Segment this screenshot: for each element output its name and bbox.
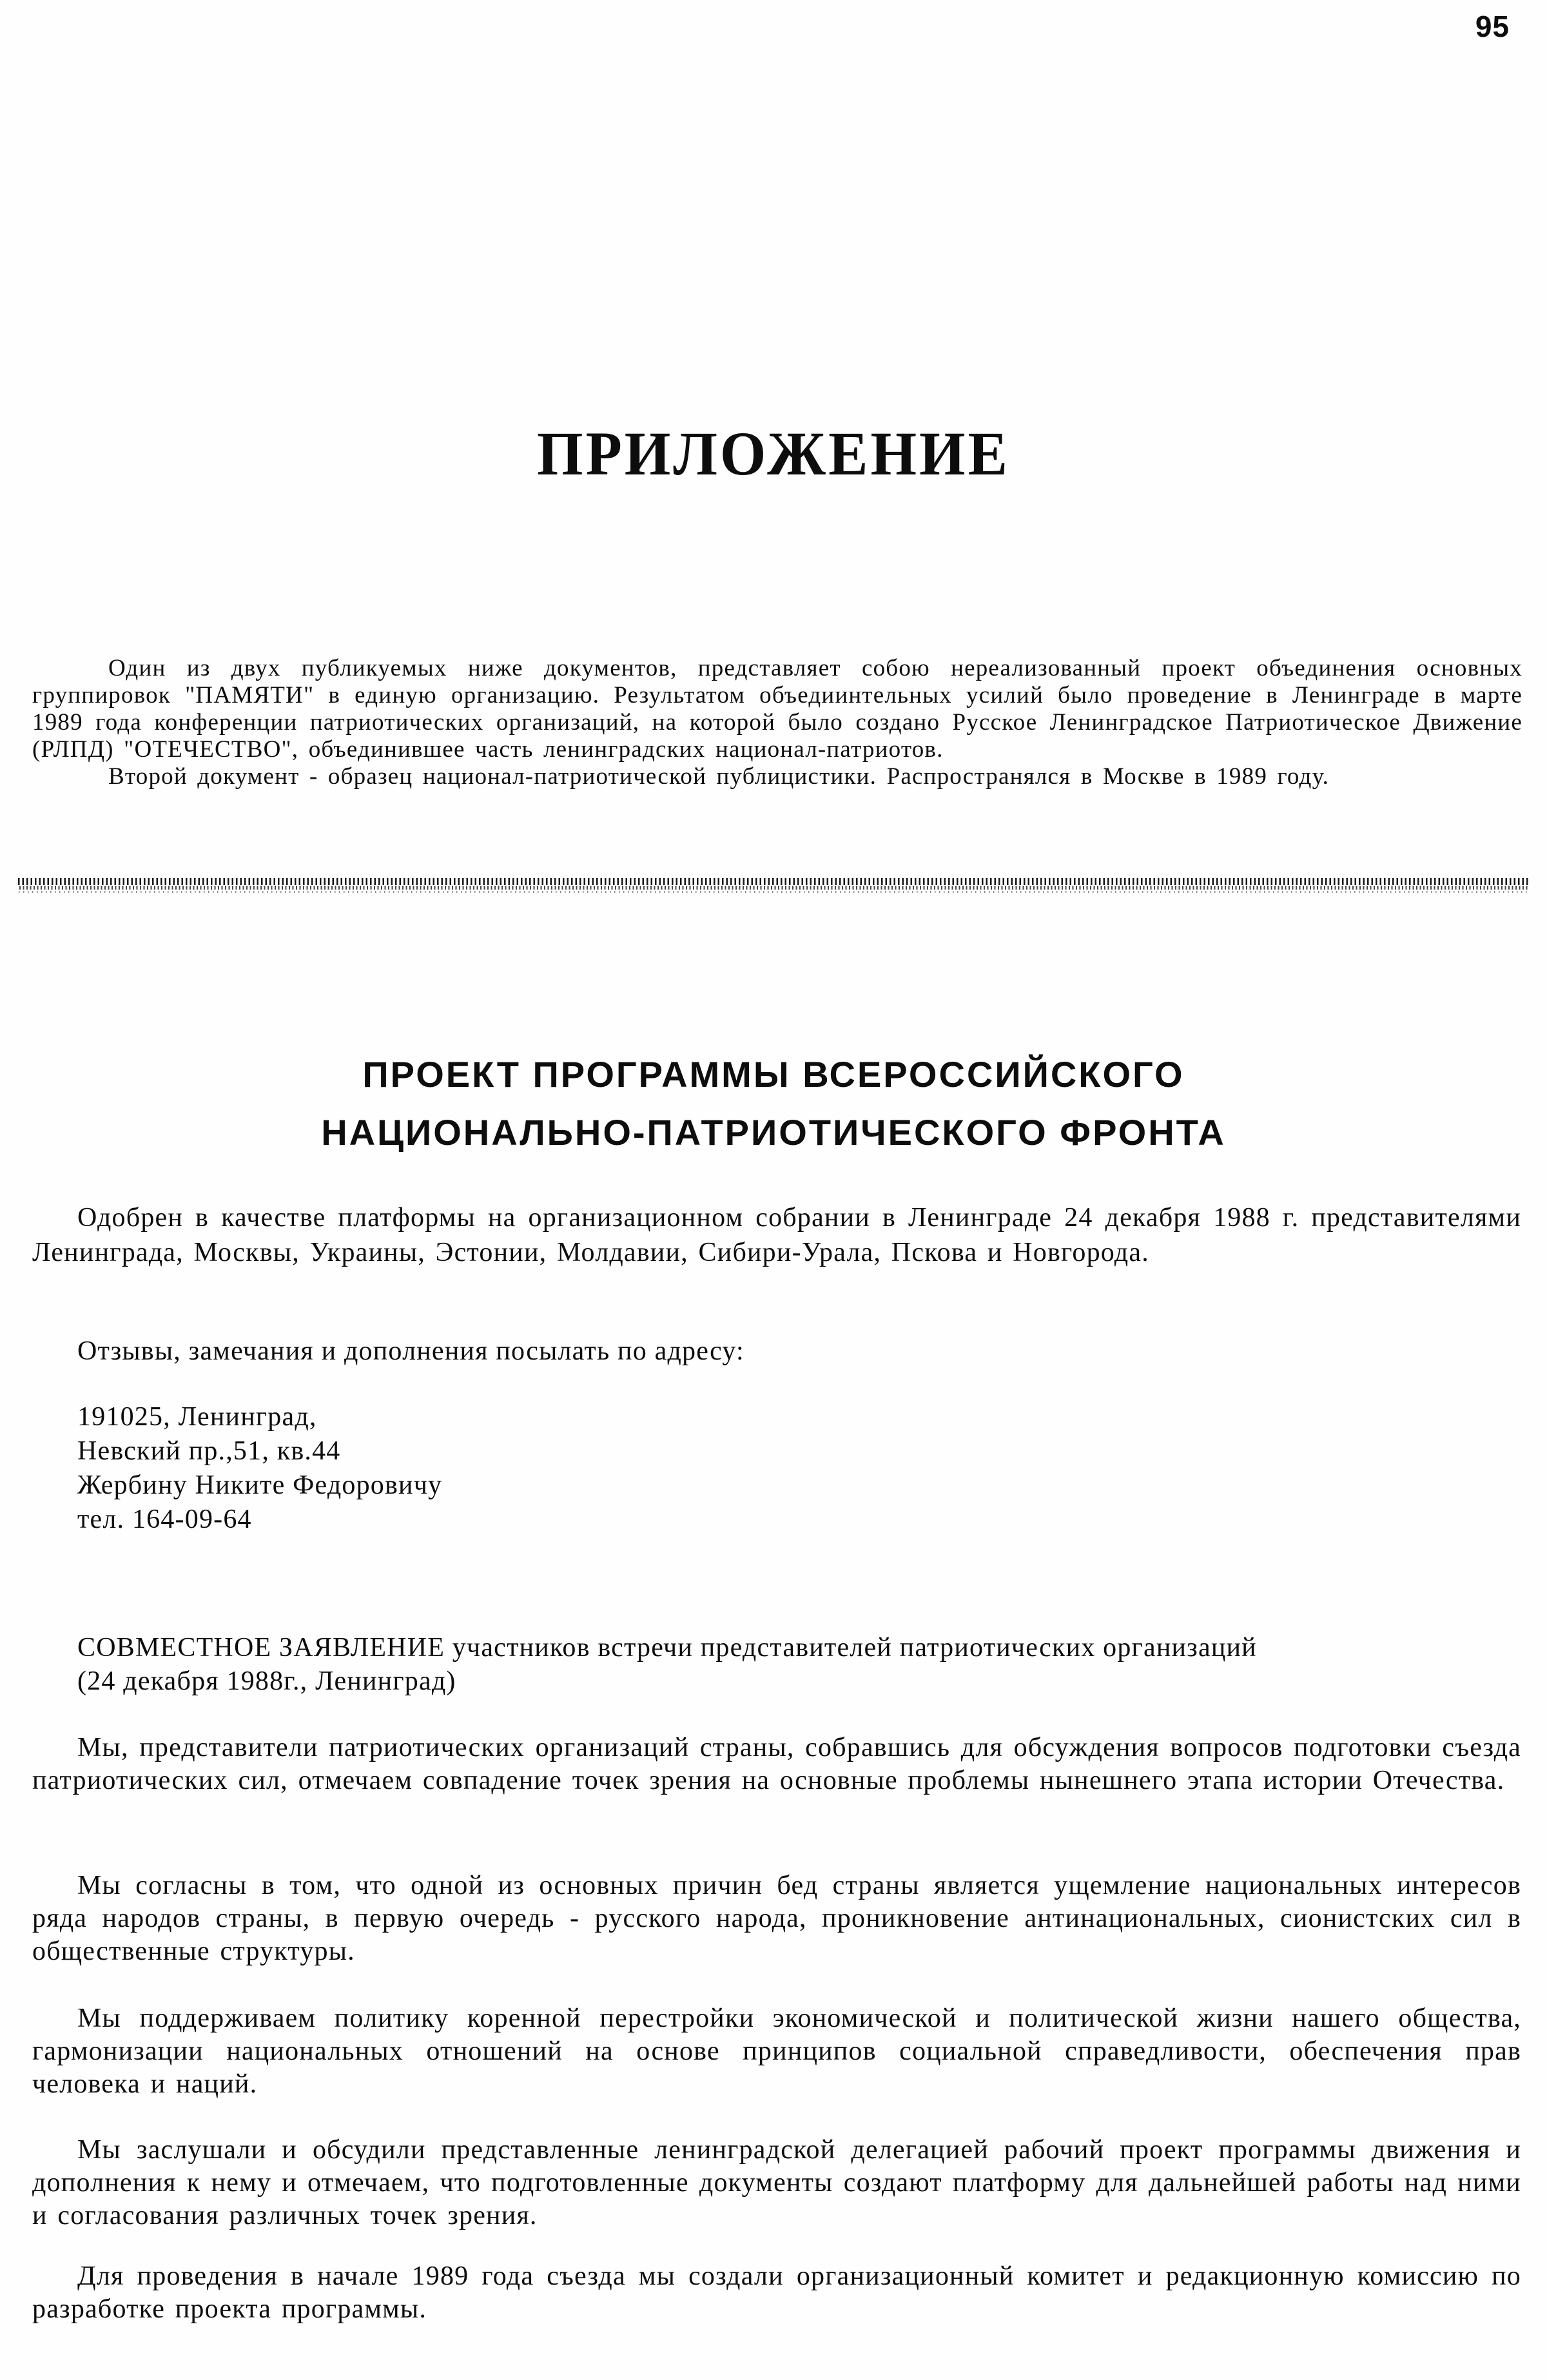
document-heading bbox=[0, 1046, 1547, 1162]
statement-title bbox=[77, 1631, 1470, 1698]
statement-paragraph-1: Мы, представители патриотических организаций страны, собравшись для обсуждения вопросов подготовки съезда патриотических сил, отмечаем совпадение точек зрения на основные проблемы нынешнего этапа истории Отечества. bbox=[32, 1733, 1521, 1795]
intro-paragraph-1: Один из двух публикуемых ниже документов, представляет собою нереализованный проект объединения основных группировок "ПАМЯТИ" в единую организацию. Результатом объедиинтельных усилий было проведение в Ленинграде в марте 1989 года конференции патриотических организаций, на которой было создано Русское Ленинградское Патриотическое Движение (РЛПД) "ОТЕЧЕСТВО", объединившее часть ленинградских национал-патриотов. bbox=[32, 655, 1523, 763]
statement-paragraph-2: Мы согласны в том, что одной из основных причин бед страны является ущемление национальных интересов ряда народов страны, в первую очередь - русского народа, проникновение антинациональных, сионистских сил в общественные структуры. bbox=[32, 1871, 1521, 1966]
approval-paragraph: Одобрен в качестве платформы на организационном собрании в Ленинграде 24 декабря 1988 г. представителями Ленинграда, Москвы, Украины, Эстонии, Молдавии, Сибири-Урала, Пскова и Новгорода. bbox=[32, 1203, 1521, 1267]
dotted-divider bbox=[18, 878, 1529, 893]
statement-paragraph-5: Для проведения в начале 1989 года съезда мы создали организационный комитет и редакционную комиссию по разработке проекта программы. bbox=[32, 2261, 1521, 2324]
intro-paragraph-2: Второй документ - образец национал-патриотической публицистики. Распространялся в Москве в 1989 году. bbox=[108, 763, 1330, 790]
intro-note bbox=[32, 655, 1523, 790]
address-line-person: Жербину Никите Федоровичу bbox=[77, 1470, 443, 1500]
appendix-title: ПРИЛОЖЕНИЕ bbox=[537, 419, 1010, 489]
address-line-phone: тел. 164-09-64 bbox=[77, 1505, 252, 1534]
document-heading-line2: НАЦИОНАЛЬНО-ПАТРИОТИЧЕСКОГО ФРОНТА bbox=[321, 1112, 1226, 1153]
feedback-line: Отзывы, замечания и дополнения посылать по адресу: bbox=[77, 1336, 744, 1366]
statement-paragraph-3: Мы поддерживаем политику коренной перестройки экономической и политической жизни нашего общества, гармонизации национальных отношений на основе принципов социальной справедливости, обеспечения прав человека и наций. bbox=[32, 2004, 1521, 2099]
statement-paragraph-4: Мы заслушали и обсудили представленные ленинградской делегацией рабочий проект программы движения и дополнения к нему и отмечаем, что подготовленные документы создают платформу для дальнейшей работы над ними и согласования различных точек зрения. bbox=[32, 2135, 1521, 2230]
page-number: 95 bbox=[1475, 10, 1510, 43]
statement-title-line2: (24 декабря 1988г., Ленинград) bbox=[77, 1666, 456, 1696]
address-line-street: Невский пр.,51, кв.44 bbox=[77, 1436, 341, 1466]
address-block bbox=[77, 1400, 442, 1537]
address-line-postal: 191025, Ленинград, bbox=[77, 1402, 317, 1432]
statement-title-line1: СОВМЕСТНОЕ ЗАЯВЛЕНИЕ участников встречи представителей патриотических организаций bbox=[77, 1633, 1257, 1663]
document-heading-line1: ПРОЕКТ ПРОГРАММЫ ВСЕРОССИЙСКОГО bbox=[362, 1054, 1185, 1095]
